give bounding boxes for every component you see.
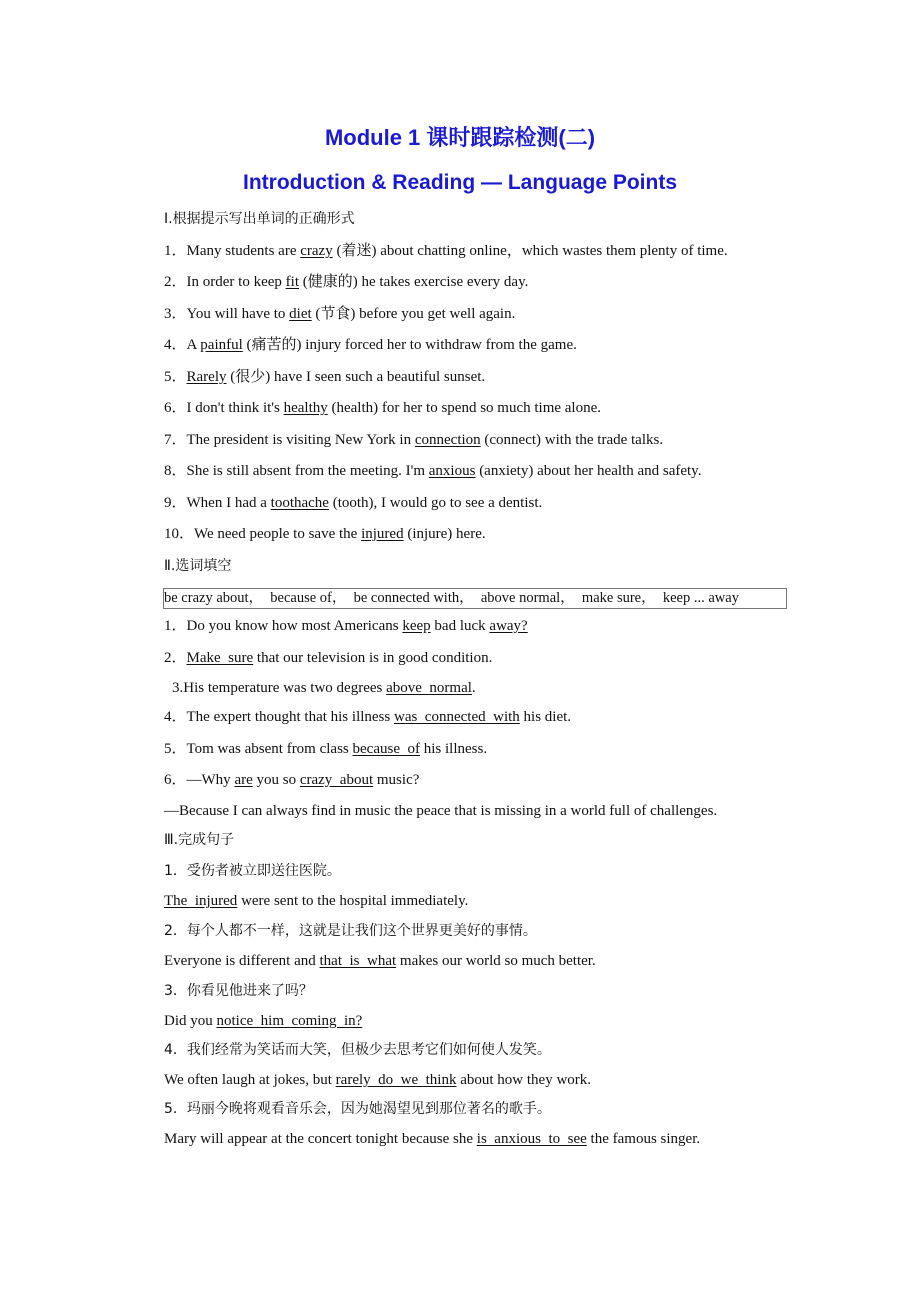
chinese-prompt: 3．你看见他进来了吗？ <box>164 983 313 999</box>
answer: are <box>234 772 253 788</box>
exercise-item: 4．The expert thought that his illness was connected with his diet. <box>164 709 572 725</box>
page-title: Module 1 课时跟踪检测(二) <box>324 125 596 150</box>
exercise-reply: —Because I can always find in music the peace that is missing in a world full of challenges. <box>164 803 718 819</box>
answer: connection <box>414 432 481 448</box>
exercise-item: 4．A painful (痛苦的) injury forced her to withdraw from the game. <box>164 337 577 353</box>
exercise-item: Mary will appear at the concert tonight because she is anxious to see the famous singer. <box>164 1131 701 1147</box>
exercise-item: 3．You will have to diet (节食) before you get well again. <box>164 306 516 322</box>
answer: crazy <box>300 243 333 259</box>
exercise-item: 3.His temperature was two degrees above normal. <box>172 680 476 696</box>
answer: away? <box>489 618 528 634</box>
answer: healthy <box>283 400 328 416</box>
answer: Make sure <box>186 650 254 666</box>
exercise-item: 6．I don't think it's healthy (health) for her to spend so much time alone. <box>164 400 602 416</box>
answer: crazy about <box>299 772 374 788</box>
answer: fit <box>285 274 299 290</box>
section2-heading: Ⅱ.选词填空 <box>164 558 232 574</box>
exercise-item: 9．When I had a toothache (tooth), I would go to see a dentist. <box>164 495 543 511</box>
exercise-item: 10．We need people to save the injured (injure) here. <box>164 526 486 542</box>
answer: Rarely <box>186 369 227 385</box>
exercise-item: 5．Tom was absent from class because of his illness. <box>164 741 488 757</box>
section1-heading: Ⅰ.根据提示写出单词的正确形式 <box>164 211 355 227</box>
word-bank-box: be crazy about， because of， be connected with， above normal， make sure， keep ... away <box>163 588 787 609</box>
answer: notice him coming in? <box>216 1013 363 1029</box>
exercise-item: 8．She is still absent from the meeting. I'm anxious (anxiety) about her health and safety. <box>164 463 702 479</box>
answer: injured <box>361 526 404 542</box>
chinese-prompt: 1．受伤者被立即送往医院。 <box>164 863 341 879</box>
exercise-item: Everyone is different and that is what makes our world so much better. <box>164 953 596 969</box>
chinese-prompt: 4．我们经常为笑话而大笑，但极少去思考它们如何使人发笑。 <box>164 1042 551 1058</box>
answer: was connected with <box>393 709 520 725</box>
exercise-item: 1．Many students are crazy (着迷) about chatting online，which wastes them plenty of time. <box>164 243 728 259</box>
exercise-item: 2．In order to keep fit (健康的) he takes exercise every day. <box>164 274 529 290</box>
exercise-item: The injured were sent to the hospital immediately. <box>164 893 469 909</box>
chinese-prompt: 5．玛丽今晚将观看音乐会，因为她渴望见到那位著名的歌手。 <box>164 1101 551 1117</box>
answer: above normal <box>386 680 472 696</box>
exercise-item: We often laugh at jokes, but rarely do we think about how they work. <box>164 1072 592 1088</box>
exercise-item: Did you notice him coming in? <box>164 1013 363 1029</box>
answer: keep <box>402 618 431 634</box>
section3-heading: Ⅲ.完成句子 <box>164 832 235 848</box>
answer: painful <box>200 337 243 353</box>
answer: rarely do we think <box>335 1072 457 1088</box>
exercise-item: 2．Make sure that our television is in good condition. <box>164 650 493 666</box>
exercise-item: 5．Rarely (很少) have I seen such a beautiful sunset. <box>164 369 486 385</box>
answer: that is what <box>319 953 397 969</box>
answer: is anxious to see <box>476 1131 587 1147</box>
page-subtitle: Introduction & Reading — Language Points <box>243 171 677 194</box>
answer: anxious <box>428 463 476 479</box>
exercise-item: 7．The president is visiting New York in connection (connect) with the trade talks. <box>164 432 664 448</box>
answer: The injured <box>164 893 238 909</box>
exercise-item: 1．Do you know how most Americans keep bad luck away? <box>164 618 528 634</box>
answer: because of <box>352 741 420 757</box>
answer: toothache <box>270 495 329 511</box>
chinese-prompt: 2．每个人都不一样，这就是让我们这个世界更美好的事情。 <box>164 923 537 939</box>
answer: diet <box>289 306 312 322</box>
exercise-item: 6．—Why are you so crazy about music? <box>164 772 420 788</box>
